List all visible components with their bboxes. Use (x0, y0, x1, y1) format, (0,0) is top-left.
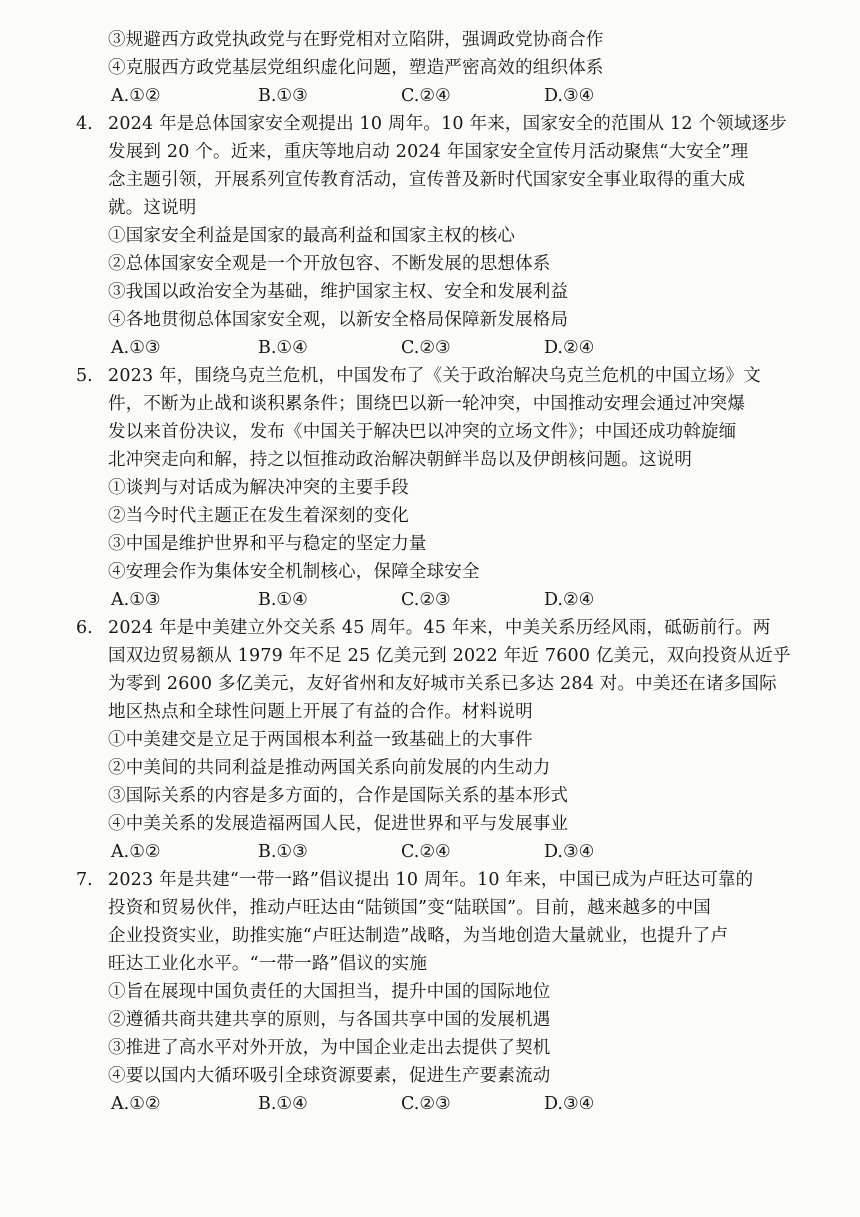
q5-option-3: ③中国是维护世界和平与稳定的坚定力量 (108, 534, 427, 554)
q7-choice-a: A.①② (111, 1094, 161, 1114)
q3-choice-d: D.③④ (544, 86, 595, 106)
q3-choice-a: A.①② (111, 86, 161, 106)
q7-option-3: ③推进了高水平对外开放，为中国企业走出去提供了契机 (108, 1038, 551, 1058)
q5-stem-line-1: 2023 年，围绕乌克兰危机，中国发布了《关于政治解决乌克兰危机的中国立场》文 (108, 366, 761, 386)
q5-number: 5. (76, 366, 93, 386)
q4-choice-b: B.①④ (258, 338, 308, 358)
q7-option-1: ①旨在展现中国负责任的大国担当，提升中国的国际地位 (108, 982, 551, 1002)
q6-choice-a: A.①② (111, 842, 161, 862)
q3-option-3: ③规避西方政党执政党与在野党相对立陷阱，强调政党协商合作 (108, 30, 604, 50)
q6-choices (111, 838, 811, 866)
q5-choice-c: C.②③ (401, 590, 451, 610)
q5-stem-line-2: 件，不断为止战和谈积累条件；围绕巴以新一轮冲突，中国推动安理会通过冲突爆 (108, 394, 746, 414)
q3-choices (111, 82, 811, 110)
q7-choice-d: D.③④ (544, 1094, 595, 1114)
q6-option-4: ④中美关系的发展造福两国人民，促进世界和平与发展事业 (108, 814, 569, 834)
q6-number: 6. (76, 618, 93, 638)
q4-option-1: ①国家安全利益是国家的最高利益和国家主权的核心 (108, 226, 516, 246)
q5-stem-line-4: 北冲突走向和解，持之以恒推动政治解决朝鲜半岛以及伊朗核问题。这说明 (108, 450, 693, 470)
q5-choice-d: D.②④ (544, 590, 595, 610)
q5-option-4: ④安理会作为集体安全机制核心，保障全球安全 (108, 562, 480, 582)
q7-choice-b: B.①④ (258, 1094, 308, 1114)
q3-choice-b: B.①③ (258, 86, 308, 106)
q6-option-2: ②中美间的共同利益是推动两国关系向前发展的内生动力 (108, 758, 551, 778)
q5-choice-a: A.①③ (111, 590, 161, 610)
q6-choice-d: D.③④ (544, 842, 595, 862)
q6-stem-line-1: 2024 年是中美建立外交关系 45 周年。45 年来，中美关系历经风雨，砥砺前行。两 (108, 618, 771, 638)
q7-number: 7. (76, 870, 93, 890)
q4-stem-line-3: 念主题引领，开展系列宣传教育活动，宣传普及新时代国家安全事业取得的重大成 (108, 170, 746, 190)
q7-choice-c: C.②③ (401, 1094, 451, 1114)
q7-stem-line-4: 旺达工业化水平。“一带一路”倡议的实施 (108, 954, 428, 974)
q5-choice-b: B.①④ (258, 590, 308, 610)
q7-stem-line-1: 2023 年是共建“一带一路”倡议提出 10 周年。10 年来，中国已成为卢旺达可靠的 (108, 870, 754, 890)
q4-number: 4. (76, 114, 93, 134)
q3-option-4: ④克服西方政党基层党组织虚化问题，塑造严密高效的组织体系 (108, 58, 604, 78)
q7-stem-line-3: 企业投资实业，助推实施“卢旺达制造”战略，为当地创造大量就业，也提升了卢 (108, 926, 729, 946)
q4-option-2: ②总体国家安全观是一个开放包容、不断发展的思想体系 (108, 254, 551, 274)
q4-choices (111, 334, 811, 362)
q6-stem-line-3: 为零到 2600 多亿美元，友好省州和友好城市关系已多达 284 对。中美还在诸多国际 (108, 674, 777, 694)
q5-option-2: ②当今时代主题正在发生着深刻的变化 (108, 506, 409, 526)
q4-stem-line-1: 2024 年是总体国家安全观提出 10 周年。10 年来，国家安全的范围从 12 个领域逐步 (108, 114, 787, 134)
q7-stem-line-2: 投资和贸易伙伴，推动卢旺达由“陆锁国”变“陆联国”。目前，越来越多的中国 (108, 898, 711, 918)
q4-stem-line-2: 发展到 20 个。近来，重庆等地启动 2024 年国家安全宣传月活动聚焦“大安全”理 (108, 142, 749, 162)
q4-option-3: ③我国以政治安全为基础，维护国家主权、安全和发展利益 (108, 282, 569, 302)
q5-option-1: ①谈判与对话成为解决冲突的主要手段 (108, 478, 409, 498)
q4-choice-d: D.②④ (544, 338, 595, 358)
q7-option-4: ④要以国内大循环吸引全球资源要素，促进生产要素流动 (108, 1066, 551, 1086)
q4-choice-c: C.②③ (401, 338, 451, 358)
q7-option-2: ②遵循共商共建共享的原则，与各国共享中国的发展机遇 (108, 1010, 551, 1030)
q6-stem-line-2: 国双边贸易额从 1979 年不足 25 亿美元到 2022 年近 7600 亿美元，双向投资从近乎 (108, 646, 791, 666)
q6-option-1: ①中美建交是立足于两国根本利益一致基础上的大事件 (108, 730, 533, 750)
q6-choice-c: C.②④ (401, 842, 451, 862)
q6-stem-line-4: 地区热点和全球性问题上开展了有益的合作。材料说明 (108, 702, 533, 722)
q5-stem-line-3: 发以来首份决议，发布《中国关于解决巴以冲突的立场文件》；中国还成功斡旋缅 (108, 422, 737, 442)
q5-choices (111, 586, 811, 614)
q6-option-3: ③国际关系的内容是多方面的，合作是国际关系的基本形式 (108, 786, 569, 806)
q3-choice-c: C.②④ (401, 86, 451, 106)
q4-stem-line-4: 就。这说明 (108, 198, 197, 218)
q6-choice-b: B.①③ (258, 842, 308, 862)
q4-choice-a: A.①③ (111, 338, 161, 358)
q7-choices (111, 1090, 811, 1118)
q4-option-4: ④各地贯彻总体国家安全观，以新安全格局保障新发展格局 (108, 310, 569, 330)
